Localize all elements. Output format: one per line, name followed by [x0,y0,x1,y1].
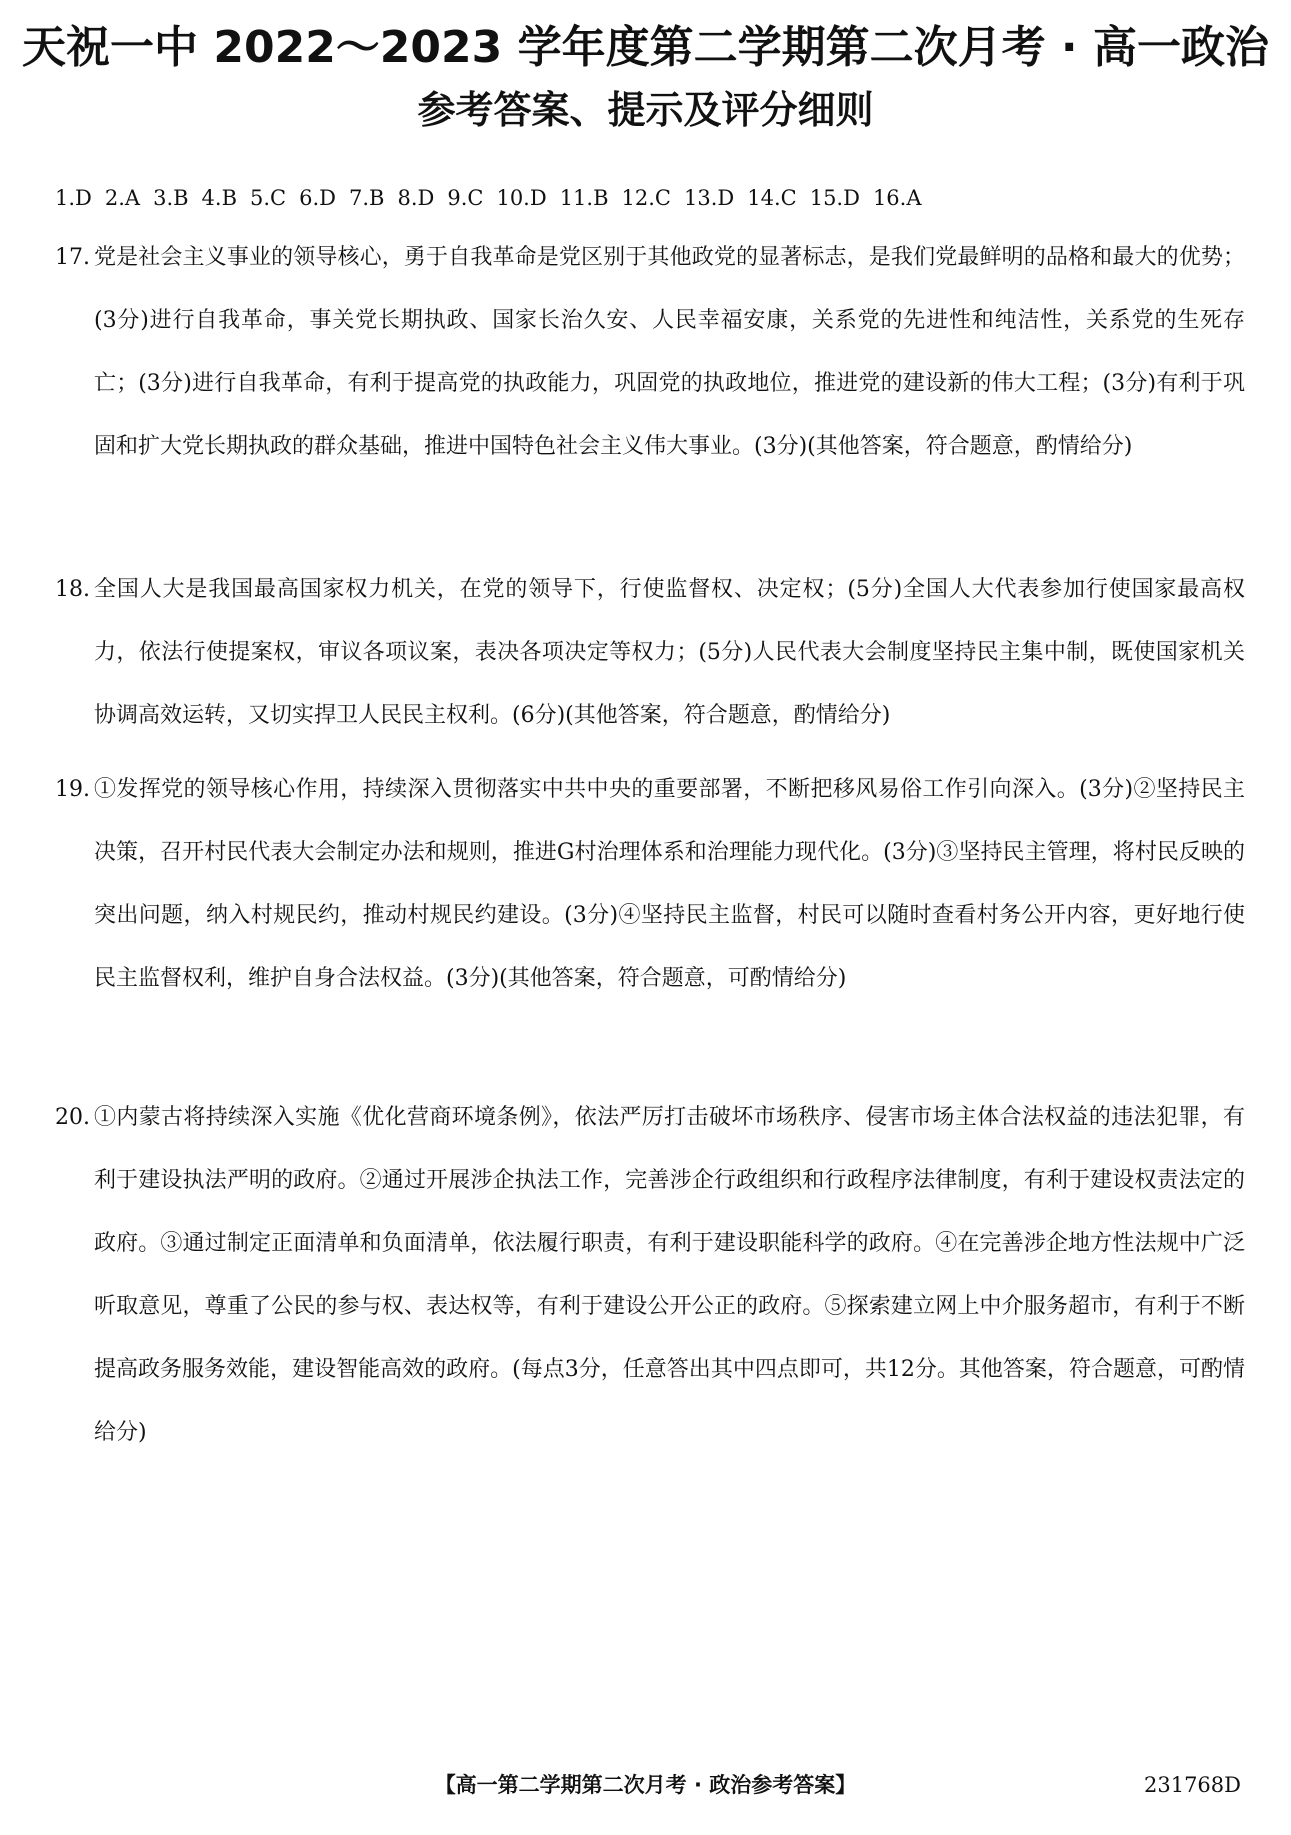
choice-answer: 14.C [747,186,797,210]
question-answer-text: ①发挥党的领导核心作用，持续深入贯彻落实中共中央的重要部署，不断把移风易俗工作引向深入。(3分)②坚持民主决策，召开村民代表大会制定办法和规则，推进G村治理体系和治理能力现代化。(3分)③坚持民主管理，将村民反映的突出问题，纳入村规民约，推动村规民约建设。(3分)④坚持民主监督，村民可以随时查看村务公开内容，更好地行使民主监督权利，维护自身合法权益。(3分)(其他答案，符合题意，可酌情给分) [94,777,1245,991]
choice-answer: 5.C [250,186,287,210]
question-19 [55,758,1245,1010]
question-18 [55,558,1245,747]
question-number: 20. [55,1105,90,1130]
document-code: 231768D [1143,1773,1241,1797]
choice-answer: 10.D [496,186,547,210]
question-number: 18. [55,577,90,602]
page-footer: 【高一第二学期第二次月考 · 政治参考答案】 [434,1773,857,1797]
question-number: 19. [55,777,90,802]
choice-answer: 12.C [621,186,671,210]
page-subtitle: 参考答案、提示及评分细则 [417,88,874,132]
choice-answer: 13.D [684,186,735,210]
choice-answer: 15.D [809,186,860,210]
choice-answers [55,183,935,213]
question-answer-text: 党是社会主义事业的领导核心，勇于自我革命是党区别于其他政党的显著标志，是我们党最鲜明的品格和最大的优势；(3分)进行自我革命，事关党长期执政、国家长治久安、人民幸福安康，关系党的先进性和纯洁性，关系党的生死存亡；(3分)进行自我革命，有利于提高党的执政能力，巩固党的执政地位，推进党的建设新的伟大工程；(3分)有利于巩固和扩大党长期执政的群众基础，推进中国特色社会主义伟大事业。(3分)(其他答案，符合题意，酌情给分) [94,245,1245,459]
choice-answer: 6.D [299,186,336,210]
choice-answer: 3.B [153,186,189,210]
choice-answer: 7.B [349,186,385,210]
question-17 [55,226,1245,478]
choice-answer: 11.B [559,186,609,210]
question-number: 17. [55,245,90,270]
choice-answer: 4.B [201,186,238,210]
choice-answer: 8.D [397,186,435,210]
page-title: 天祝一中 2022～2023 学年度第二学期第二次月考 · 高一政治 [22,22,1269,73]
question-answer-text: ①内蒙古将持续深入实施《优化营商环境条例》，依法严厉打击破坏市场秩序、侵害市场主体合法权益的违法犯罪，有利于建设执法严明的政府。②通过开展涉企执法工作，完善涉企行政组织和行政程序法律制度，有利于建设权责法定的政府。③通过制定正面清单和负面清单，依法履行职责，有利于建设职能科学的政府。④在完善涉企地方性法规中广泛听取意见，尊重了公民的参与权、表达权等，有利于建设公开公正的政府。⑤探索建立网上中介服务超市，有利于不断提高政务服务效能，建设智能高效的政府。(每点3分，任意答出其中四点即可，共12分。其他答案，符合题意，可酌情给分) [94,1105,1245,1445]
question-answer-text: 全国人大是我国最高国家权力机关，在党的领导下，行使监督权、决定权；(5分)全国人大代表参加行使国家最高权力，依法行使提案权，审议各项议案，表决各项决定等权力；(5分)人民代表大会制度坚持民主集中制，既使国家机关协调高效运转，又切实捍卫人民民主权利。(6分)(其他答案，符合题意，酌情给分) [94,577,1245,728]
choice-answer: 1.D [55,186,92,210]
choice-answer: 16.A [872,186,922,210]
question-20 [55,1086,1245,1464]
choice-answer: 9.C [447,186,484,210]
choice-answer: 2.A [104,186,141,210]
